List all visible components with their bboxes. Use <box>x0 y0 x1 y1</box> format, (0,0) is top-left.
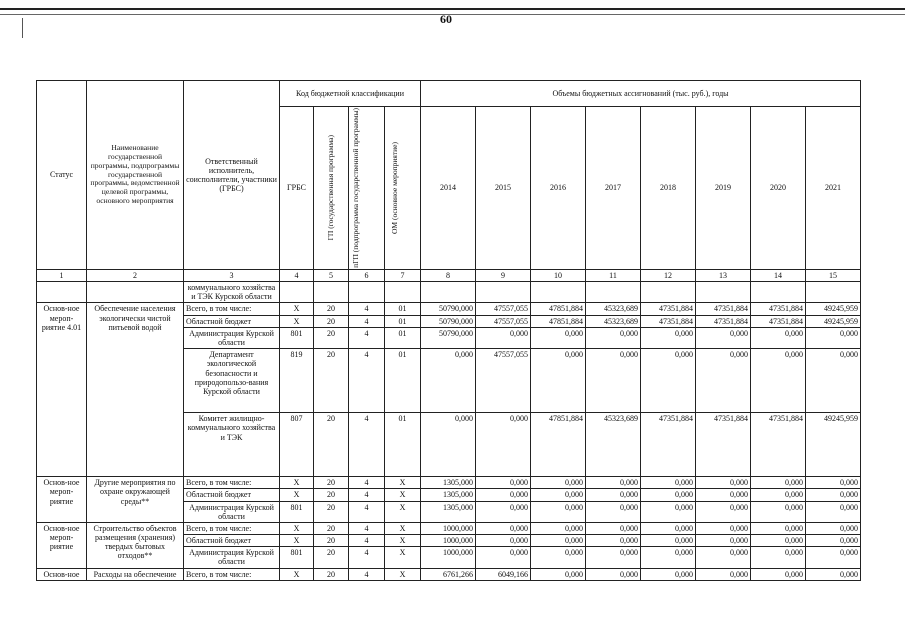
executor-cell: Комитет жилищно-коммунального хозяйства и ТЭК <box>184 413 280 477</box>
status-cell: Основ-ное мероп-риятие <box>37 477 87 523</box>
scan-edge-top <box>0 8 905 10</box>
grbs-cell: Х <box>280 568 314 580</box>
value-cell: 0,000 <box>751 327 806 348</box>
value-cell: 0,000 <box>476 477 531 489</box>
value-cell: 45323,689 <box>586 303 641 315</box>
header-year: 2020 <box>751 107 806 270</box>
value-cell: 50790,000 <box>421 315 476 327</box>
value-cell: 0,000 <box>586 477 641 489</box>
gp-cell: 20 <box>314 303 349 315</box>
status-cell: Основ-ное мероп-риятие <box>37 522 87 568</box>
value-cell: 0,000 <box>806 501 861 522</box>
value-cell: 0,000 <box>586 489 641 501</box>
om-cell: 01 <box>385 349 421 413</box>
grbs-cell: 819 <box>280 349 314 413</box>
header-om <box>385 107 421 270</box>
col-number: 15 <box>806 269 861 281</box>
pgp-cell: 4 <box>349 303 385 315</box>
status-cell: Основ-ное мероп-риятие 4.01 <box>37 303 87 477</box>
value-cell: 0,000 <box>641 547 696 568</box>
table-body <box>37 282 861 581</box>
value-cell: 0,000 <box>806 349 861 413</box>
value-cell: 45323,689 <box>586 413 641 477</box>
value-cell: 45323,689 <box>586 315 641 327</box>
col-number: 1 <box>37 269 87 281</box>
value-cell: 0,000 <box>641 327 696 348</box>
executor-cell: Администрация Курской области <box>184 547 280 568</box>
value-cell: 0,000 <box>586 327 641 348</box>
name-cell <box>87 282 184 303</box>
value-cell: 50790,000 <box>421 303 476 315</box>
grbs-cell: 801 <box>280 547 314 568</box>
value-cell: 0,000 <box>751 349 806 413</box>
col-number: 7 <box>385 269 421 281</box>
value-cell: 1000,000 <box>421 535 476 547</box>
value-cell: 0,000 <box>806 535 861 547</box>
value-cell: 50790,000 <box>421 327 476 348</box>
value-cell: 0,000 <box>806 568 861 580</box>
value-cell: 47351,884 <box>696 303 751 315</box>
grbs-cell: Х <box>280 489 314 501</box>
pgp-cell: 4 <box>349 547 385 568</box>
gp-cell: 20 <box>314 547 349 568</box>
value-cell: 0,000 <box>696 477 751 489</box>
gp-cell: 20 <box>314 349 349 413</box>
om-cell: 01 <box>385 315 421 327</box>
value-cell: 0,000 <box>476 413 531 477</box>
value-cell: 47851,884 <box>531 413 586 477</box>
header-year: 2019 <box>696 107 751 270</box>
value-cell: 0,000 <box>476 489 531 501</box>
pgp-cell: 4 <box>349 501 385 522</box>
value-cell: 0,000 <box>476 522 531 534</box>
executor-cell: Администрация Курской области <box>184 327 280 348</box>
header-name: Наименование государственной программы, подпрограммы государственной программы, ведомственной целевой программы, основного мероприятия <box>87 81 184 270</box>
col-number: 12 <box>641 269 696 281</box>
value-cell: 0,000 <box>641 501 696 522</box>
executor-cell: Всего, в том числе: <box>184 568 280 580</box>
grbs-cell: Х <box>280 303 314 315</box>
status-cell: Основ-ное <box>37 568 87 580</box>
header-pgp <box>349 107 385 270</box>
col-number: 2 <box>87 269 184 281</box>
value-cell: 0,000 <box>531 535 586 547</box>
value-cell: 0,000 <box>806 327 861 348</box>
pgp-cell: 4 <box>349 349 385 413</box>
header-year: 2015 <box>476 107 531 270</box>
value-cell: 0,000 <box>531 489 586 501</box>
value-cell: 47351,884 <box>641 413 696 477</box>
executor-cell: коммунального хозяйства и ТЭК Курской области <box>184 282 280 303</box>
value-cell: 0,000 <box>696 489 751 501</box>
col-number: 14 <box>751 269 806 281</box>
table-row <box>37 303 861 315</box>
pgp-cell: 4 <box>349 489 385 501</box>
value-cell: 47851,884 <box>531 315 586 327</box>
col-number: 3 <box>184 269 280 281</box>
value-cell: 47351,884 <box>696 315 751 327</box>
header-om-label: ОМ (основное мероприятие) <box>389 141 399 234</box>
pgp-cell: 4 <box>349 535 385 547</box>
value-cell: 0,000 <box>696 327 751 348</box>
grbs-cell: Х <box>280 315 314 327</box>
header-volumes-group: Объемы бюджетных ассигнований (тыс. руб.), годы <box>421 81 861 107</box>
table-row <box>37 568 861 580</box>
om-cell: Х <box>385 547 421 568</box>
value-cell: 0,000 <box>806 489 861 501</box>
pgp-cell: 4 <box>349 315 385 327</box>
om-cell: Х <box>385 501 421 522</box>
grbs-cell: 801 <box>280 327 314 348</box>
value-cell: 0,000 <box>586 501 641 522</box>
value-cell: 47851,884 <box>531 303 586 315</box>
scan-side-mark <box>22 18 23 38</box>
om-cell: 01 <box>385 327 421 348</box>
value-cell: 0,000 <box>531 568 586 580</box>
col-number: 11 <box>586 269 641 281</box>
status-cell <box>37 282 87 303</box>
col-number: 9 <box>476 269 531 281</box>
om-cell: Х <box>385 522 421 534</box>
executor-cell: Всего, в том числе: <box>184 303 280 315</box>
header-code-group: Код бюджетной классификации <box>280 81 421 107</box>
executor-cell: Областной бюджет <box>184 535 280 547</box>
table-row-continuation <box>37 282 861 303</box>
value-cell: 0,000 <box>476 327 531 348</box>
value-cell: 0,000 <box>696 535 751 547</box>
value-cell: 0,000 <box>476 535 531 547</box>
value-cell: 47557,055 <box>476 315 531 327</box>
col-number: 4 <box>280 269 314 281</box>
col-number: 6 <box>349 269 385 281</box>
value-cell: 0,000 <box>531 522 586 534</box>
value-cell: 0,000 <box>696 547 751 568</box>
header-year: 2021 <box>806 107 861 270</box>
value-cell: 0,000 <box>751 547 806 568</box>
value-cell: 0,000 <box>751 489 806 501</box>
header-executor: Ответственный исполнитель, соисполнители, участники (ГРБС) <box>184 81 280 270</box>
value-cell: 0,000 <box>531 547 586 568</box>
gp-cell: 20 <box>314 477 349 489</box>
om-cell: Х <box>385 489 421 501</box>
grbs-cell: 801 <box>280 501 314 522</box>
gp-cell: 20 <box>314 315 349 327</box>
value-cell: 47351,884 <box>641 303 696 315</box>
header-gp <box>314 107 349 270</box>
pgp-cell: 4 <box>349 522 385 534</box>
value-cell: 0,000 <box>641 349 696 413</box>
header-pgp-label: пГП (подпрограмма государственной программы) <box>350 108 360 268</box>
value-cell: 1000,000 <box>421 547 476 568</box>
value-cell: 0,000 <box>586 535 641 547</box>
value-cell: 0,000 <box>751 501 806 522</box>
pgp-cell: 4 <box>349 413 385 477</box>
col-number: 8 <box>421 269 476 281</box>
value-cell: 0,000 <box>586 568 641 580</box>
value-cell: 47557,055 <box>476 349 531 413</box>
column-numbers-row <box>37 269 861 281</box>
value-cell: 0,000 <box>751 477 806 489</box>
grbs-cell: Х <box>280 535 314 547</box>
table-header <box>37 81 861 282</box>
executor-cell: Администрация Курской области <box>184 501 280 522</box>
value-cell: 0,000 <box>641 477 696 489</box>
value-cell: 0,000 <box>531 327 586 348</box>
value-cell: 49245,959 <box>806 303 861 315</box>
executor-cell: Областной бюджет <box>184 489 280 501</box>
value-cell: 49245,959 <box>806 315 861 327</box>
value-cell: 49245,959 <box>806 413 861 477</box>
gp-cell: 20 <box>314 522 349 534</box>
col-number: 5 <box>314 269 349 281</box>
grbs-cell: Х <box>280 522 314 534</box>
table-row <box>37 522 861 534</box>
value-cell: 1305,000 <box>421 489 476 501</box>
value-cell: 0,000 <box>421 349 476 413</box>
value-cell: 47351,884 <box>751 315 806 327</box>
budget-table <box>36 80 861 581</box>
pgp-cell: 4 <box>349 477 385 489</box>
executor-cell: Департамент экологической безопасности и природопользо-вания Курской области <box>184 349 280 413</box>
header-year: 2018 <box>641 107 696 270</box>
value-cell: 0,000 <box>586 547 641 568</box>
value-cell: 47351,884 <box>751 303 806 315</box>
om-cell: Х <box>385 477 421 489</box>
value-cell: 6761,266 <box>421 568 476 580</box>
pgp-cell: 4 <box>349 568 385 580</box>
gp-cell: 20 <box>314 413 349 477</box>
header-year: 2017 <box>586 107 641 270</box>
value-cell: 47351,884 <box>641 315 696 327</box>
value-cell: 1305,000 <box>421 501 476 522</box>
value-cell: 0,000 <box>421 413 476 477</box>
value-cell: 0,000 <box>586 522 641 534</box>
value-cell: 0,000 <box>531 477 586 489</box>
gp-cell: 20 <box>314 501 349 522</box>
gp-cell: 20 <box>314 327 349 348</box>
value-cell: 0,000 <box>641 522 696 534</box>
name-cell: Обеспечение населения экологически чистой питьевой водой <box>87 303 184 477</box>
gp-cell: 20 <box>314 535 349 547</box>
header-gp-label: ГП (государственная программа) <box>325 135 335 241</box>
header-grbs: ГРБС <box>280 107 314 270</box>
om-cell: Х <box>385 568 421 580</box>
value-cell: 0,000 <box>696 349 751 413</box>
col-number: 10 <box>531 269 586 281</box>
executor-cell: Всего, в том числе: <box>184 522 280 534</box>
value-cell: 0,000 <box>751 535 806 547</box>
value-cell: 0,000 <box>751 568 806 580</box>
value-cell: 0,000 <box>806 477 861 489</box>
gp-cell: 20 <box>314 489 349 501</box>
value-cell: 0,000 <box>751 522 806 534</box>
value-cell: 0,000 <box>806 522 861 534</box>
header-year: 2014 <box>421 107 476 270</box>
value-cell: 0,000 <box>476 547 531 568</box>
om-cell: 01 <box>385 413 421 477</box>
value-cell: 0,000 <box>696 501 751 522</box>
value-cell: 0,000 <box>476 501 531 522</box>
value-cell: 0,000 <box>531 501 586 522</box>
scan-edge-top-2 <box>0 14 905 15</box>
value-cell: 0,000 <box>696 522 751 534</box>
executor-cell: Всего, в том числе: <box>184 477 280 489</box>
gp-cell: 20 <box>314 568 349 580</box>
grbs-cell: 807 <box>280 413 314 477</box>
name-cell: Расходы на обеспечение <box>87 568 184 580</box>
om-cell: 01 <box>385 303 421 315</box>
value-cell: 0,000 <box>641 489 696 501</box>
value-cell: 1000,000 <box>421 522 476 534</box>
value-cell: 0,000 <box>641 568 696 580</box>
value-cell: 47351,884 <box>696 413 751 477</box>
value-cell: 47351,884 <box>751 413 806 477</box>
grbs-cell: Х <box>280 477 314 489</box>
om-cell: Х <box>385 535 421 547</box>
page-number: 60 <box>440 12 452 26</box>
col-number: 13 <box>696 269 751 281</box>
header-year: 2016 <box>531 107 586 270</box>
value-cell: 0,000 <box>641 535 696 547</box>
value-cell: 0,000 <box>696 568 751 580</box>
name-cell: Строительство объектов размещения (хранения) твердых бытовых отходов** <box>87 522 184 568</box>
table-row <box>37 477 861 489</box>
value-cell: 0,000 <box>531 349 586 413</box>
value-cell: 47557,055 <box>476 303 531 315</box>
value-cell: 1305,000 <box>421 477 476 489</box>
value-cell: 0,000 <box>806 547 861 568</box>
value-cell: 6049,166 <box>476 568 531 580</box>
value-cell: 0,000 <box>586 349 641 413</box>
executor-cell: Областной бюджет <box>184 315 280 327</box>
name-cell: Другие мероприятия по охране окружающей среды** <box>87 477 184 523</box>
pgp-cell: 4 <box>349 327 385 348</box>
header-status: Статус <box>37 81 87 270</box>
